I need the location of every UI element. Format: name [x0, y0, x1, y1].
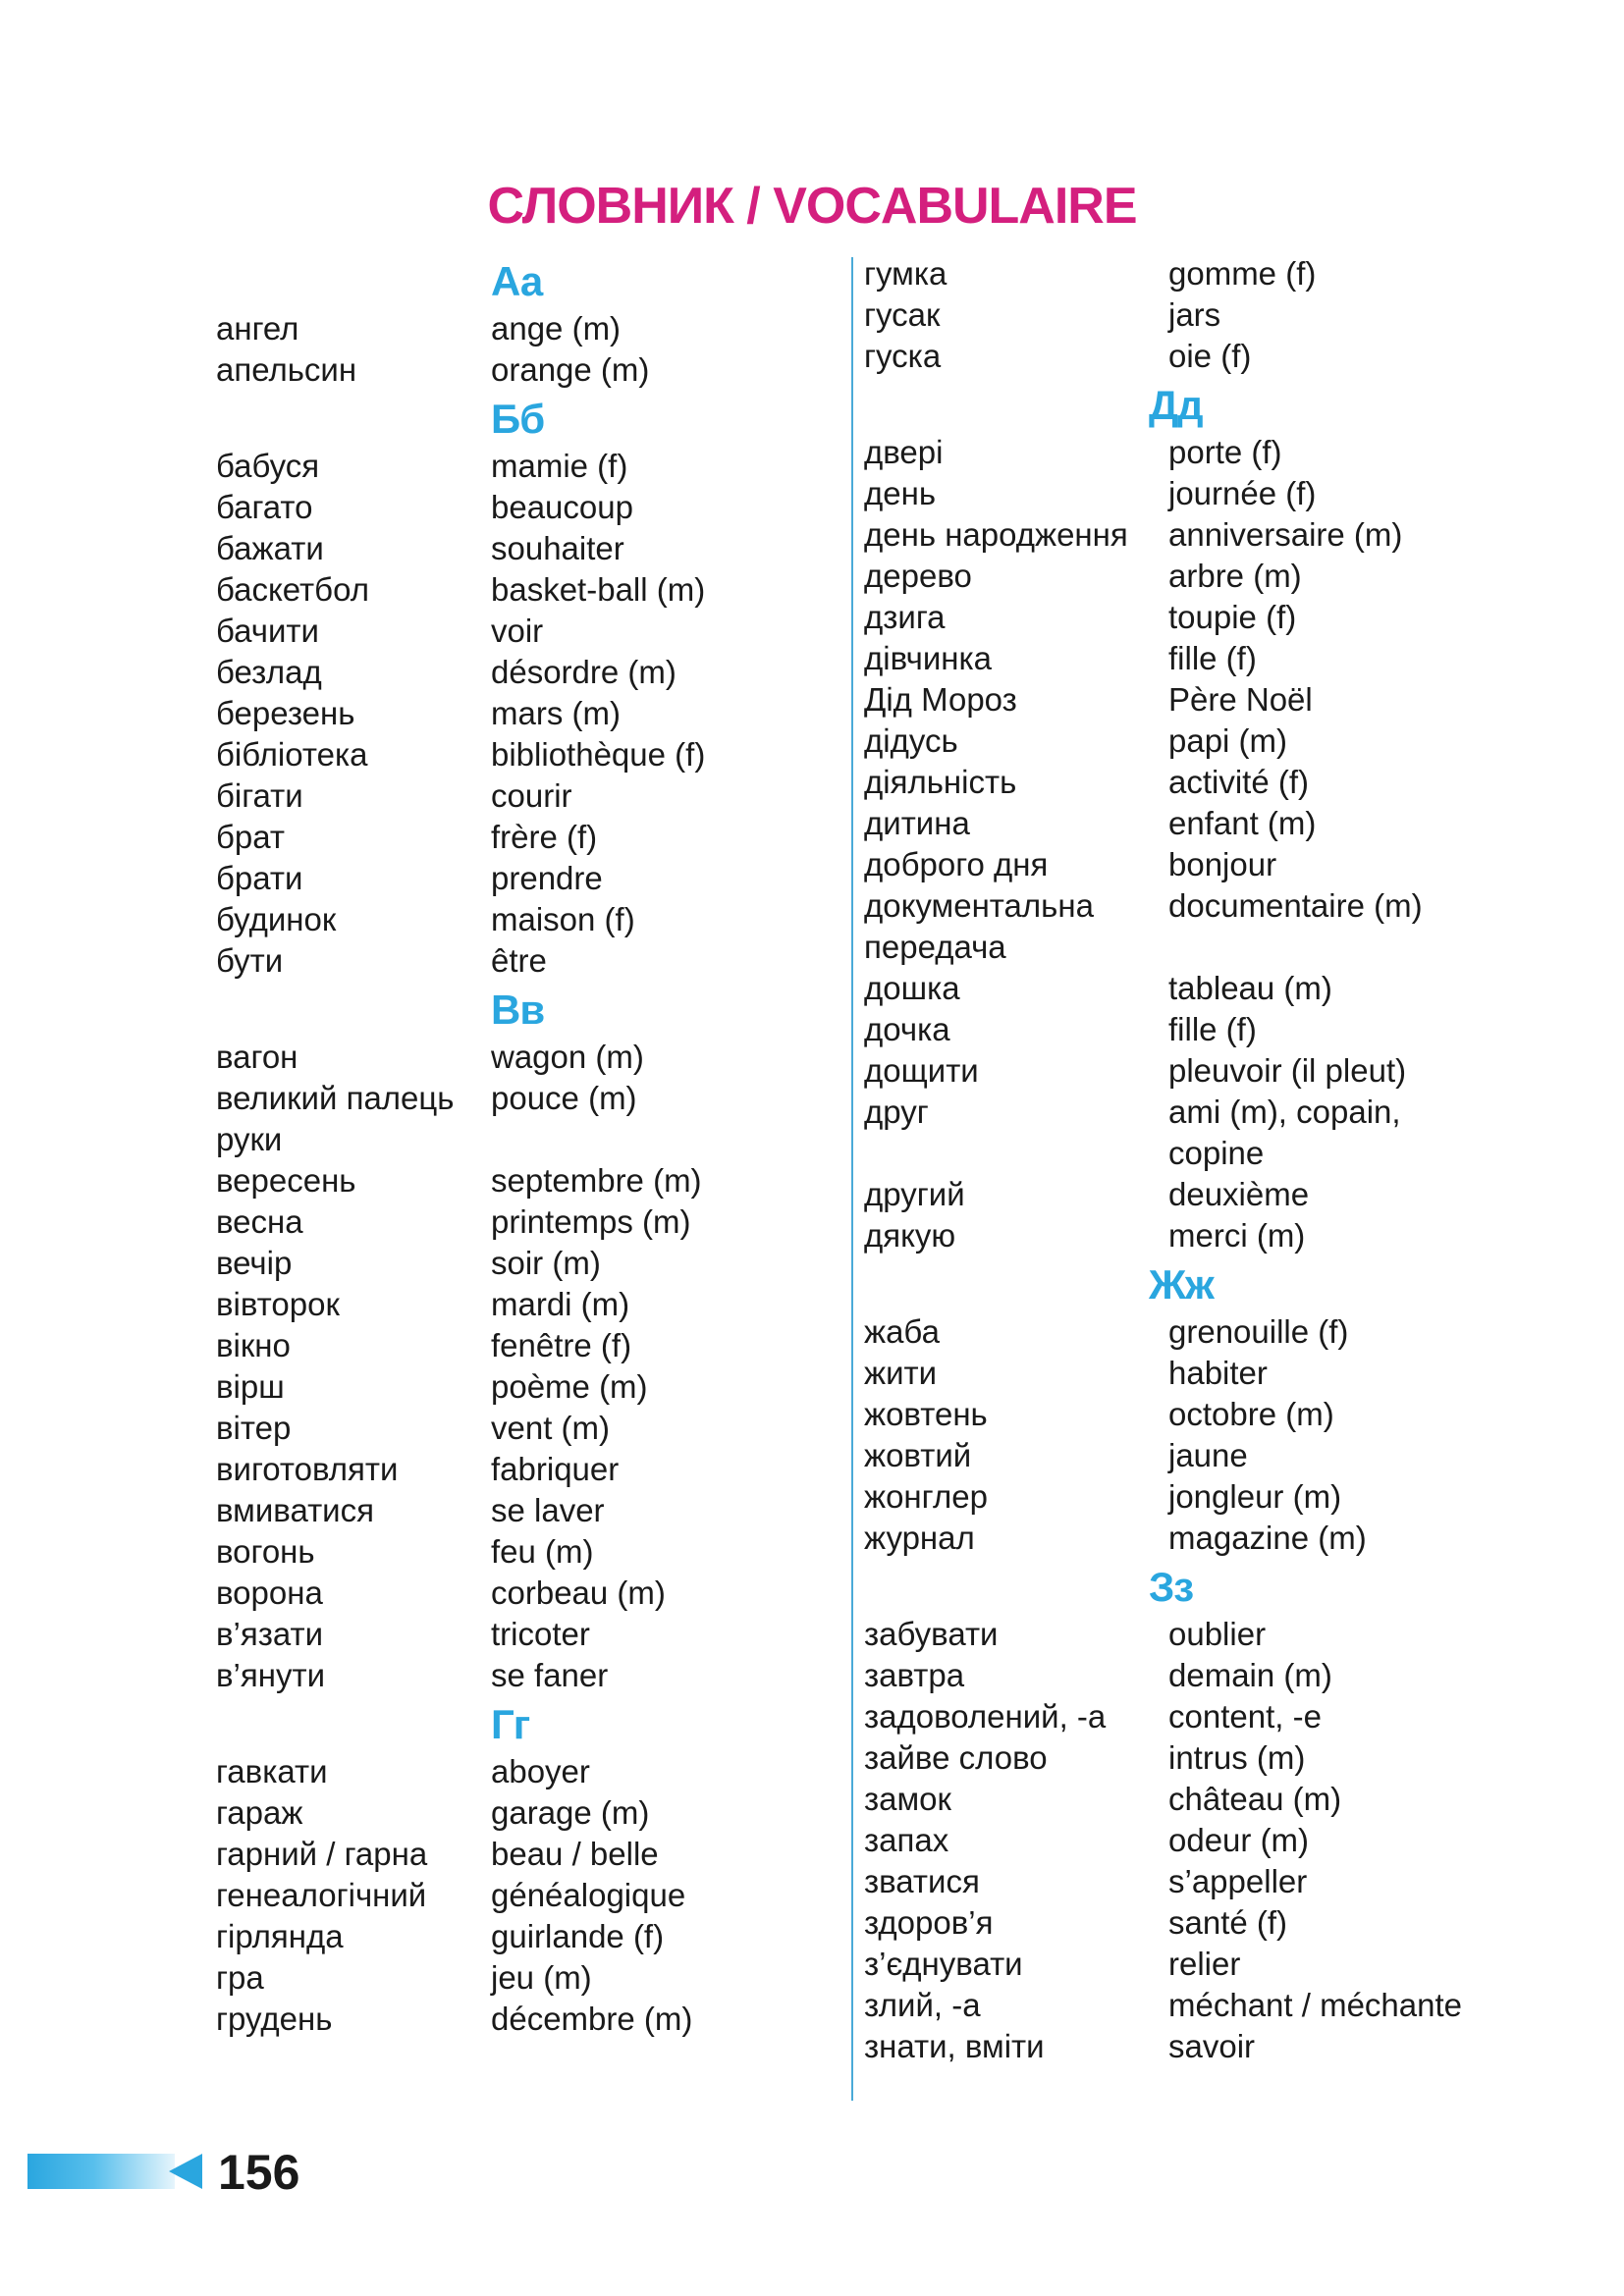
ukrainian-word: зайве слово [864, 1739, 1048, 1776]
french-translation: pleuvoir (il pleut) [1168, 1052, 1407, 1089]
french-translation: relier [1168, 1946, 1241, 1982]
ukrainian-word: друг [864, 1094, 929, 1130]
french-translation: ami (m), copain, [1168, 1094, 1401, 1130]
french-translation: jaune [1168, 1437, 1248, 1473]
ukrainian-word: здоров’я [864, 1904, 994, 1941]
french-translation: magazine (m) [1168, 1520, 1367, 1556]
vocabulary-entry [864, 473, 1551, 514]
vocabulary-entry [216, 1999, 825, 2040]
french-translation: toupie (f) [1168, 599, 1297, 635]
page-tab-bar [27, 2154, 175, 2189]
ukrainian-word: вівторок [216, 1286, 340, 1322]
ukrainian-word: апельсин [216, 351, 357, 388]
french-translation: prendre [491, 860, 603, 896]
french-translation: octobre (m) [1168, 1396, 1334, 1432]
ukrainian-word: гуска [864, 338, 942, 374]
vocabulary-entry [216, 858, 825, 899]
french-translation: poème (m) [491, 1368, 648, 1405]
ukrainian-word: дякую [864, 1217, 956, 1254]
french-translation: gomme (f) [1168, 255, 1317, 292]
french-translation: vent (m) [491, 1410, 611, 1446]
ukrainian-word: забувати [864, 1616, 999, 1652]
ukrainian-word: вітер [216, 1410, 292, 1446]
ukrainian-word: гавкати [216, 1753, 328, 1789]
french-translation: château (m) [1168, 1781, 1342, 1817]
french-translation: être [491, 942, 547, 979]
french-translation: fenêtre (f) [491, 1327, 632, 1363]
vocabulary-entry [216, 1449, 825, 1490]
vocabulary-entry [216, 1834, 825, 1875]
ukrainian-word: вмиватися [216, 1492, 374, 1528]
french-translation: s’appeller [1168, 1863, 1308, 1899]
ukrainian-word: безлад [216, 654, 322, 690]
french-translation: demain (m) [1168, 1657, 1332, 1693]
french-translation: orange (m) [491, 351, 650, 388]
vocabulary-entry [864, 1174, 1551, 1215]
vocabulary-entry [216, 1284, 825, 1325]
french-translation: Père Noël [1168, 681, 1313, 718]
vocabulary-entry [216, 1573, 825, 1614]
french-translation: tableau (m) [1168, 970, 1332, 1006]
section-letter-heading: Аа [491, 258, 543, 304]
vocabulary-entry [216, 308, 825, 349]
vocabulary-entry [216, 1078, 825, 1119]
french-translation: beaucoup [491, 489, 633, 525]
vocabulary-entry [864, 1476, 1551, 1518]
ukrainian-word: Дід Мороз [864, 681, 1017, 718]
ukrainian-word: виготовляти [216, 1451, 399, 1487]
vocabulary-entry [216, 1201, 825, 1243]
french-translation: maison (f) [491, 901, 635, 937]
french-translation: savoir [1168, 2028, 1256, 2064]
vocabulary-entry [864, 1779, 1551, 1820]
vocabulary-entry [864, 2026, 1551, 2067]
section-letter-heading: Бб [491, 396, 545, 442]
french-translation: mars (m) [491, 695, 621, 731]
french-translation: wagon (m) [491, 1039, 644, 1075]
vocabulary-entry [216, 652, 825, 693]
vocabulary-entry [864, 803, 1551, 844]
ukrainian-word: бути [216, 942, 284, 979]
vocabulary-entry [216, 1875, 825, 1916]
french-translation: copine [1168, 1135, 1265, 1171]
vocabulary-entry [864, 1009, 1551, 1050]
ukrainian-word: руки [216, 1121, 283, 1157]
ukrainian-word: замок [864, 1781, 951, 1817]
french-translation: content, -e [1168, 1698, 1322, 1735]
vocabulary-entry [864, 432, 1551, 473]
vocabulary-entry [864, 679, 1551, 721]
ukrainian-word: брати [216, 860, 303, 896]
vocabulary-entry [216, 1957, 825, 1999]
french-translation: fille (f) [1168, 640, 1257, 676]
ukrainian-word: ворона [216, 1575, 323, 1611]
vocabulary-entry [216, 1531, 825, 1573]
vocabulary-entry [864, 1435, 1551, 1476]
vocabulary-entry [216, 1614, 825, 1655]
ukrainian-word: день народження [864, 516, 1128, 553]
vocabulary-entry [864, 1353, 1551, 1394]
ukrainian-word: дочка [864, 1011, 950, 1047]
vocabulary-entry [864, 1614, 1551, 1655]
french-translation: guirlande (f) [491, 1918, 665, 1954]
ukrainian-word: дошка [864, 970, 960, 1006]
vocabulary-entry [216, 1243, 825, 1284]
vocabulary-entry [864, 1133, 1551, 1174]
french-translation: souhaiter [491, 530, 624, 566]
ukrainian-word: жонглер [864, 1478, 988, 1515]
vocabulary-entry [216, 1751, 825, 1792]
vocabulary-entry [216, 693, 825, 734]
ukrainian-word: передача [864, 929, 1006, 965]
ukrainian-word: вікно [216, 1327, 291, 1363]
vocabulary-entry [864, 844, 1551, 885]
french-translation: oie (f) [1168, 338, 1252, 374]
french-translation: journée (f) [1168, 475, 1317, 511]
vocabulary-entry [864, 336, 1551, 377]
vocabulary-entry [864, 1902, 1551, 1944]
ukrainian-word: жовтий [864, 1437, 972, 1473]
vocabulary-entry [216, 1119, 825, 1160]
ukrainian-word: гарний / гарна [216, 1836, 428, 1872]
ukrainian-word: баскетбол [216, 571, 369, 608]
french-translation: pouce (m) [491, 1080, 637, 1116]
french-translation: bibliothèque (f) [491, 736, 706, 773]
ukrainian-word: будинок [216, 901, 337, 937]
ukrainian-word: вагон [216, 1039, 298, 1075]
ukrainian-word: дитина [864, 805, 970, 841]
column-divider [851, 257, 853, 2101]
ukrainian-word: великий палець [216, 1080, 455, 1116]
ukrainian-word: жити [864, 1355, 938, 1391]
french-translation: papi (m) [1168, 722, 1288, 759]
ukrainian-word: запах [864, 1822, 949, 1858]
section-letter-heading: Зз [1149, 1564, 1194, 1610]
ukrainian-word: бібліотека [216, 736, 368, 773]
page-title: СЛОВНИК / VOCABULAIRE [487, 178, 1137, 235]
french-translation: habiter [1168, 1355, 1268, 1391]
french-translation: soir (m) [491, 1245, 601, 1281]
french-translation: décembre (m) [491, 2001, 693, 2037]
vocabulary-entry [864, 1861, 1551, 1902]
vocabulary-entry [864, 556, 1551, 597]
vocabulary-entry [864, 1985, 1551, 2026]
section-letter-heading: Жж [1149, 1261, 1214, 1308]
french-translation: fabriquer [491, 1451, 620, 1487]
section-letter-heading: Гг [491, 1701, 530, 1747]
ukrainian-word [864, 1133, 1168, 1174]
vocabulary-entry [216, 1325, 825, 1366]
french-translation: généalogique [491, 1877, 686, 1913]
ukrainian-word: день [864, 475, 937, 511]
vocabulary-entry [864, 1050, 1551, 1092]
ukrainian-word: дерево [864, 558, 972, 594]
ukrainian-word: в’язати [216, 1616, 324, 1652]
ukrainian-word: задоволений, -а [864, 1698, 1107, 1735]
french-translation: voir [491, 613, 544, 649]
vocabulary-entry [864, 1215, 1551, 1256]
french-translation: septembre (m) [491, 1162, 702, 1199]
vocabulary-entry [864, 1696, 1551, 1737]
ukrainian-word: грудень [216, 2001, 333, 2037]
ukrainian-word: гусак [864, 296, 941, 333]
french-translation: mardi (m) [491, 1286, 630, 1322]
ukrainian-word: двері [864, 434, 944, 470]
vocabulary-entry [864, 762, 1551, 803]
french-translation: frère (f) [491, 819, 598, 855]
vocabulary-entry [864, 1311, 1551, 1353]
french-translation: anniversaire (m) [1168, 516, 1403, 553]
ukrainian-word: вечір [216, 1245, 293, 1281]
vocabulary-entry [864, 1394, 1551, 1435]
ukrainian-word: журнал [864, 1520, 975, 1556]
ukrainian-word: березень [216, 695, 355, 731]
french-translation: oublier [1168, 1616, 1267, 1652]
french-translation: porte (f) [1168, 434, 1282, 470]
french-translation: fille (f) [1168, 1011, 1257, 1047]
vocabulary-entry [216, 569, 825, 611]
vocabulary-entry [864, 1655, 1551, 1696]
vocabulary-entry [864, 253, 1551, 294]
vocabulary-entry [216, 1792, 825, 1834]
ukrainian-word: знати, вміти [864, 2028, 1045, 2064]
ukrainian-word: вересень [216, 1162, 356, 1199]
ukrainian-word: в’янути [216, 1657, 326, 1693]
french-translation: arbre (m) [1168, 558, 1302, 594]
vocabulary-entry [864, 638, 1551, 679]
french-translation: ange (m) [491, 310, 622, 347]
vocabulary-entry [216, 899, 825, 940]
french-translation: grenouille (f) [1168, 1313, 1349, 1350]
ukrainian-word: ангел [216, 310, 299, 347]
ukrainian-word: з’єднувати [864, 1946, 1023, 1982]
vocabulary-entry [216, 1037, 825, 1078]
french-translation: garage (m) [491, 1794, 650, 1831]
vocabulary-entry [216, 1366, 825, 1408]
ukrainian-word: доброго дня [864, 846, 1049, 882]
vocabulary-entry [864, 968, 1551, 1009]
ukrainian-word: гумка [864, 255, 947, 292]
vocabulary-entry [864, 597, 1551, 638]
ukrainian-word: завтра [864, 1657, 965, 1693]
vocabulary-entry [216, 1408, 825, 1449]
french-translation: méchant / méchante [1168, 1987, 1462, 2023]
vocabulary-entry [216, 349, 825, 391]
ukrainian-word: гра [216, 1959, 264, 1996]
french-translation: tricoter [491, 1616, 590, 1652]
french-translation: corbeau (m) [491, 1575, 666, 1611]
french-translation: documentaire (m) [1168, 887, 1423, 924]
vocabulary-entry [216, 528, 825, 569]
vocabulary-entry [216, 446, 825, 487]
french-translation: courir [491, 777, 572, 814]
vocabulary-entry [216, 1655, 825, 1696]
ukrainian-word: злий, -а [864, 1987, 981, 2023]
vocabulary-entry [864, 1820, 1551, 1861]
vocabulary-entry [216, 940, 825, 982]
french-translation: activité (f) [1168, 764, 1310, 800]
ukrainian-word: бажати [216, 530, 324, 566]
french-translation: enfant (m) [1168, 805, 1317, 841]
french-translation: bonjour [1168, 846, 1277, 882]
vocabulary-entry [216, 1916, 825, 1957]
french-translation: printemps (m) [491, 1203, 691, 1240]
french-translation: odeur (m) [1168, 1822, 1310, 1858]
ukrainian-word: діяльність [864, 764, 1017, 800]
french-translation: jongleur (m) [1168, 1478, 1342, 1515]
ukrainian-word: весна [216, 1203, 303, 1240]
french-translation: aboyer [491, 1753, 590, 1789]
ukrainian-word: жаба [864, 1313, 940, 1350]
vocabulary-entry [216, 734, 825, 775]
vocabulary-entry [864, 294, 1551, 336]
vocabulary-entry [216, 817, 825, 858]
vocabulary-entry [216, 1490, 825, 1531]
ukrainian-word: брат [216, 819, 285, 855]
ukrainian-word: бачити [216, 613, 319, 649]
vocabulary-entry [864, 885, 1551, 927]
ukrainian-word: вогонь [216, 1533, 315, 1570]
ukrainian-word: документальна [864, 887, 1094, 924]
ukrainian-word: бабуся [216, 448, 320, 484]
vocabulary-entry [216, 1160, 825, 1201]
french-translation: jars [1168, 296, 1221, 333]
ukrainian-word: жовтень [864, 1396, 988, 1432]
ukrainian-word: генеалогічний [216, 1877, 427, 1913]
vocabulary-entry [864, 1944, 1551, 1985]
vocabulary-entry [864, 1737, 1551, 1779]
vocabulary-column-right [864, 253, 1551, 2067]
french-translation: se faner [491, 1657, 609, 1693]
ukrainian-word: бігати [216, 777, 303, 814]
french-translation: jeu (m) [491, 1959, 592, 1996]
ukrainian-word: гірлянда [216, 1918, 344, 1954]
vocabulary-entry [216, 775, 825, 817]
page-arrow-icon [169, 2154, 202, 2189]
ukrainian-word: багато [216, 489, 313, 525]
french-translation: se laver [491, 1492, 605, 1528]
french-translation: beau / belle [491, 1836, 659, 1872]
vocabulary-entry [864, 721, 1551, 762]
ukrainian-word: другий [864, 1176, 965, 1212]
ukrainian-word: дівчинка [864, 640, 993, 676]
french-translation: feu (m) [491, 1533, 594, 1570]
vocabulary-column-left [216, 253, 825, 2040]
french-translation: désordre (m) [491, 654, 677, 690]
ukrainian-word: дзига [864, 599, 946, 635]
page-number: 156 [218, 2145, 300, 2200]
vocabulary-entry [864, 1518, 1551, 1559]
ukrainian-word: гараж [216, 1794, 303, 1831]
section-letter-heading: Дд [1149, 382, 1203, 428]
french-translation: intrus (m) [1168, 1739, 1306, 1776]
ukrainian-word: вірш [216, 1368, 285, 1405]
vocabulary-entry [864, 514, 1551, 556]
french-translation: merci (m) [1168, 1217, 1306, 1254]
vocabulary-entry [864, 1092, 1551, 1133]
ukrainian-word: дідусь [864, 722, 958, 759]
section-letter-heading: Вв [491, 987, 545, 1033]
french-translation: basket-ball (m) [491, 571, 706, 608]
french-translation: santé (f) [1168, 1904, 1288, 1941]
vocabulary-entry [216, 611, 825, 652]
ukrainian-word: зватися [864, 1863, 980, 1899]
french-translation: deuxième [1168, 1176, 1310, 1212]
french-translation: mamie (f) [491, 448, 628, 484]
vocabulary-entry [216, 487, 825, 528]
vocabulary-entry [864, 927, 1551, 968]
ukrainian-word: дощити [864, 1052, 979, 1089]
